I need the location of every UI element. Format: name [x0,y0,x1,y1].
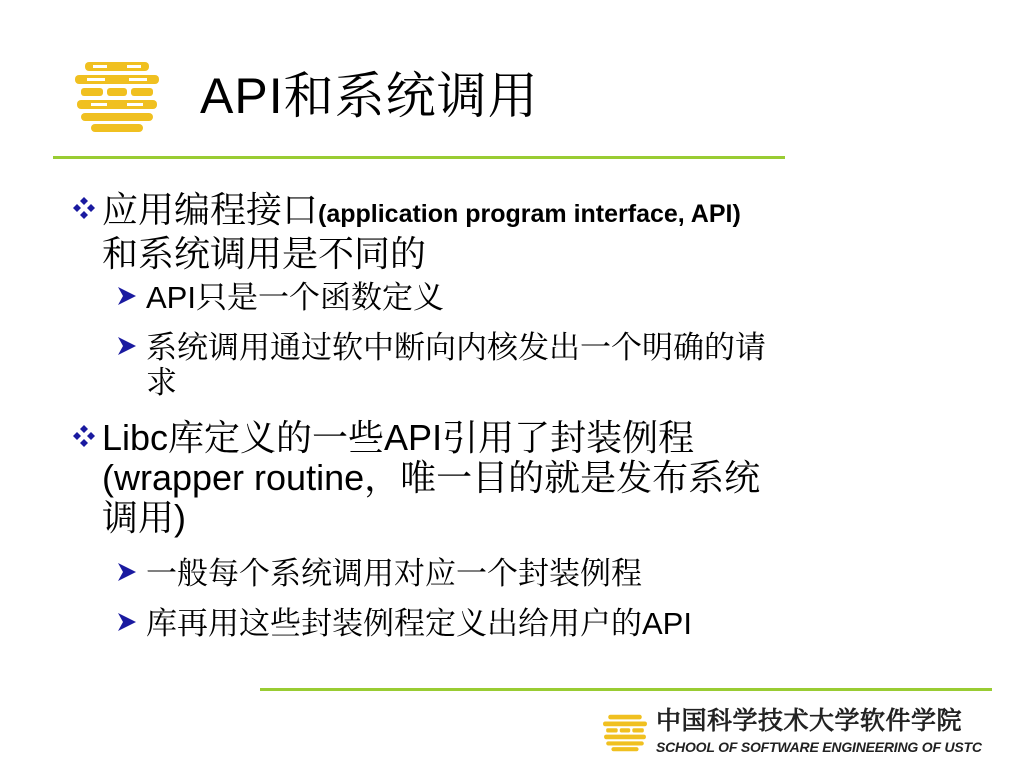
bullet-1 [102,190,952,274]
bullet-2-text: Libc库定义的一些API引用了封装例程 [102,417,695,458]
sub-bullet-4 [146,606,946,641]
arrowhead-bullet-icon [116,334,138,358]
sub-bullet-2 [146,330,946,400]
four-diamond-bullet-icon [72,196,96,220]
sub-bullet-1-text: API只是一个函数定义 [146,280,444,315]
bullet-2 [102,418,952,538]
arrowhead-bullet-icon [116,610,138,634]
sub-bullet-3 [146,556,946,591]
four-diamond-bullet-icon [72,424,96,448]
bullet-1-suffix: (application program interface, API) [318,200,741,228]
sub-bullet-3-text: 一般每个系统调用对应一个封装例程 [146,556,642,591]
bullet-2-line2: (wrapper routine，唯一目的就是发布系统 [102,457,761,498]
bullet-1-text: 应用编程接口 [102,189,319,230]
bullet-2-line3: 调用) [102,497,186,538]
ustc-logo-small-icon [602,712,648,754]
arrowhead-bullet-icon [116,284,138,308]
sub-bullet-4-text: 库再用这些封装例程定义出给用户的API [146,606,692,641]
bullet-1-line2: 和系统调用是不同的 [102,233,427,274]
sub-bullet-2-line2: 求 [146,365,177,400]
sub-bullet-1 [146,280,946,315]
sub-bullet-2-text: 系统调用通过软中断向内核发出一个明确的请 [146,330,766,365]
arrowhead-bullet-icon [116,560,138,584]
school-name-english: SCHOOL OF SOFTWARE ENGINEERING OF USTC [656,739,982,755]
school-name-chinese: 中国科学技术大学软件学院 [656,707,963,735]
footer-divider [260,688,992,691]
slide-title: API和系统调用 [200,68,539,124]
